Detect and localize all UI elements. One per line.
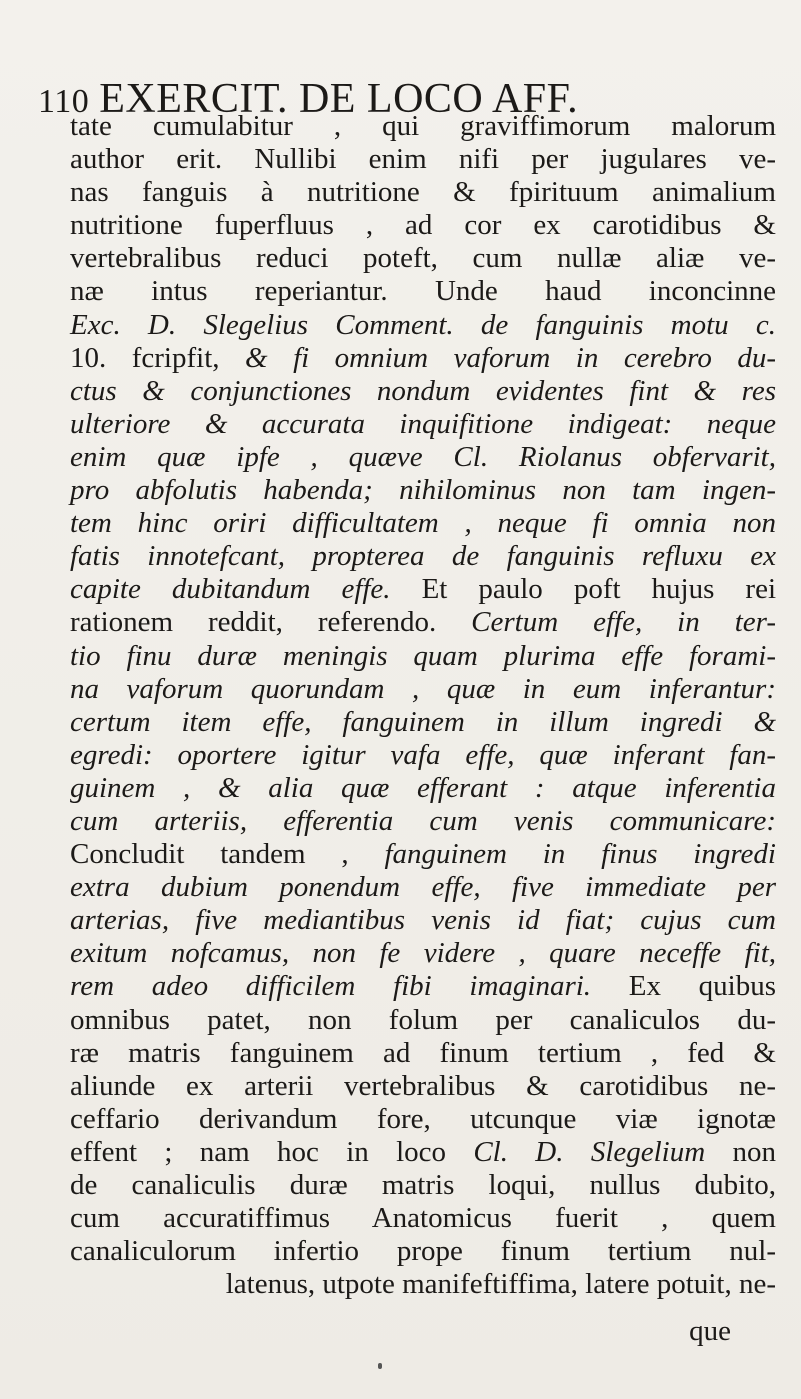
text-line	[70, 110, 776, 143]
text-line	[70, 640, 776, 673]
text-line	[70, 1235, 776, 1268]
text-run: Ex quibus	[591, 970, 776, 1003]
text-line	[70, 970, 776, 1003]
italic-text-run: certum item effe, fanguinem in illum ingredi &	[70, 705, 776, 738]
ink-speck	[378, 1363, 382, 1369]
text-line	[70, 706, 776, 739]
italic-text-run: ctus & conjunctiones nondum evidentes fint & res	[70, 374, 776, 407]
text-run: tate cumulabitur , qui graviffimorum malorum	[70, 110, 776, 142]
text-run: vertebralibus reduci poteft, cum nullæ aliæ ve-	[70, 242, 776, 275]
italic-text-run: rem adeo difficilem fibi imaginari.	[70, 970, 592, 1003]
text-line	[70, 540, 776, 573]
text-line	[70, 176, 776, 209]
text-run: cum accuratiffimus Anatomicus fuerit , quem	[70, 1202, 776, 1235]
body-text	[70, 110, 776, 1301]
text-line	[70, 342, 776, 375]
text-line	[70, 143, 776, 176]
text-line	[70, 441, 776, 474]
running-title: EXERCIT. DE LOCO AFF.	[99, 76, 579, 122]
italic-text-run: enim quæ ipfe , quæve Cl. Riolanus obfervarit,	[70, 440, 776, 473]
text-line	[70, 507, 776, 540]
italic-text-run: & fi omnium vaforum in cerebro du-	[245, 341, 776, 374]
italic-text-run: Certum effe, in ter-	[471, 606, 776, 639]
text-line	[70, 209, 776, 242]
text-line	[70, 275, 776, 308]
text-run: aliunde ex arterii vertebralibus & carotidibus ne-	[70, 1069, 776, 1102]
italic-text-run: exitum nofcamus, non fe videre , quare neceffe fit,	[70, 937, 776, 970]
text-line	[70, 1136, 776, 1169]
text-run: latenus, utpote manifeftiffima, latere potuit, ne-	[225, 1268, 776, 1301]
text-run: omnibus patet, non folum per canaliculos du-	[70, 1003, 776, 1036]
italic-text-run: ulteriore & accurata inquifitione indigeat: neque	[70, 407, 776, 440]
italic-text-run: pro abfolutis habenda; nihilominus non tam ingen-	[70, 474, 776, 507]
text-line	[70, 805, 776, 838]
text-line	[70, 309, 776, 342]
italic-text-run: fanguinem in finus ingredi	[384, 838, 776, 871]
text-line	[70, 838, 776, 871]
italic-text-run: egredi: oportere igitur vafa effe, quæ inferant fan-	[70, 738, 776, 771]
text-run: næ intus reperiantur. Unde haud inconcinne	[70, 275, 776, 308]
text-line	[70, 606, 776, 639]
text-run: de canaliculis duræ matris loqui, nullus dubito,	[70, 1169, 776, 1201]
text-line	[70, 1037, 776, 1070]
text-line	[70, 1202, 776, 1235]
italic-text-run: guinem , & alia quæ efferant : atque inferentia	[70, 771, 776, 804]
text-line	[70, 408, 776, 441]
text-line	[70, 904, 776, 937]
italic-text-run: cum arteriis, efferentia cum venis communicare:	[70, 804, 776, 837]
text-line	[70, 1103, 776, 1136]
italic-text-run: fatis innotefcant, propterea de fanguinis refluxu ex	[70, 540, 776, 573]
text-run: Concludit tandem ,	[70, 838, 385, 871]
text-run: nutritione fuperfluus , ad cor ex carotidibus &	[70, 209, 776, 242]
italic-text-run: capite dubitandum effe.	[70, 573, 391, 606]
text-run: ræ matris fanguinem ad finum tertium , fed &	[70, 1036, 776, 1069]
text-line	[70, 1070, 776, 1103]
text-line	[70, 772, 776, 805]
text-line	[70, 937, 776, 970]
text-run: nas fanguis à nutritione & fpirituum animalium	[70, 176, 776, 209]
text-run: author erit. Nullibi enim nifi per jugulares ve-	[70, 143, 776, 176]
text-run: canaliculorum infertio prope finum tertium nul-	[70, 1235, 776, 1268]
text-run: 10. fcripfit,	[70, 341, 246, 374]
italic-text-run: Cl. D. Slegelium	[473, 1135, 706, 1168]
text-run: non	[705, 1135, 777, 1168]
page-number: 110	[38, 83, 90, 120]
text-line	[70, 242, 776, 275]
italic-text-run: extra dubium ponendum effe, five immediate per	[70, 871, 776, 904]
text-line	[70, 739, 776, 772]
italic-text-run: Exc. D. Slegelius Comment. de fanguinis motu c.	[70, 308, 776, 341]
text-line	[70, 1169, 776, 1202]
text-run: rationem reddit, referendo.	[70, 606, 472, 639]
text-run: ceffario derivandum fore, utcunque viæ ignotæ	[70, 1102, 776, 1135]
text-line	[70, 871, 776, 904]
text-run: Et paulo poft hujus rei	[390, 573, 776, 606]
text-line	[70, 1268, 776, 1301]
italic-text-run: na vaforum quorundam , quæ in eum inferantur:	[70, 672, 776, 705]
text-line	[70, 573, 776, 606]
text-line	[70, 474, 776, 507]
italic-text-run: arterias, five mediantibus venis id fiat; cujus cum	[70, 904, 776, 937]
italic-text-run: tem hinc oriri difficultatem , neque fi omnia non	[70, 507, 776, 540]
text-line	[70, 1004, 776, 1037]
text-line	[70, 673, 776, 706]
catchword: que	[689, 1315, 731, 1347]
text-run: effent ; nam hoc in loco	[70, 1135, 474, 1168]
italic-text-run: tio finu duræ meningis quam plurima effe forami-	[70, 639, 776, 672]
text-line	[70, 375, 776, 408]
